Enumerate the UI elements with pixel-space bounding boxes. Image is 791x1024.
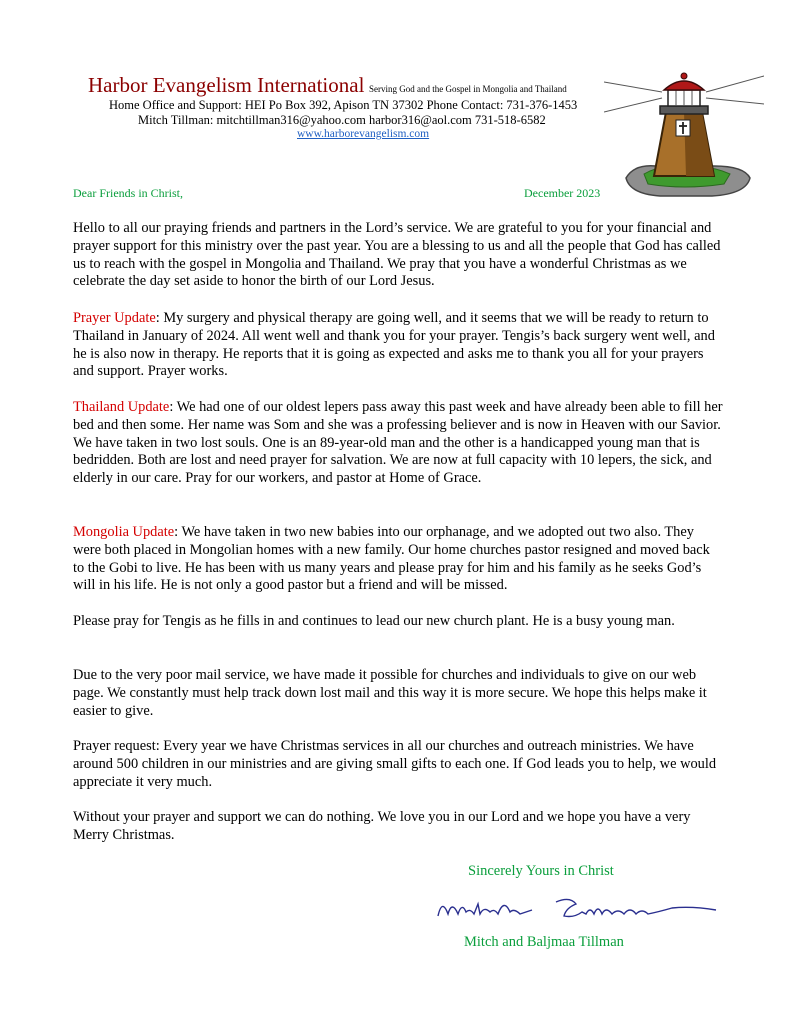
- intro-paragraph: Hello to all our praying friends and partners in the Lord’s service. We are grateful to you for your financial and prayer support for this ministry over the past year. You are a blessing to us and all the people that God has called us to reach with the gospel in Mongolia and Thailand. We pray that you have a wonderful Christmas as we celebrate the day set aside to honor the birth of our Lord Jesus.: [73, 220, 721, 290]
- mongolia-update-heading: Mongolia Update: [73, 524, 175, 540]
- closing-paragraph: Without your prayer and support we can do nothing. We love you in our Lord and we hope you have a very Merry Christmas.: [73, 809, 691, 843]
- thailand-update-paragraph: [73, 399, 723, 488]
- website-link[interactable]: www.harborevangelism.com: [297, 128, 430, 140]
- prayer-update-body: : My surgery and physical therapy are going well, and it seems that we will be ready to return to Thailand in January of 2024. All went well and thank you for your prayer. Tengis’s back surgery went well, and he is also now in therapy. He reports that it is going as expected and asks me to thank you all for your prayers and support. Prayer works.: [73, 310, 715, 380]
- tagline: Serving God and the Gospel in Mongolia and Thailand: [369, 84, 567, 94]
- thailand-update-heading: Thailand Update: [73, 399, 170, 415]
- letter-date: December 2023: [524, 186, 601, 200]
- signature-image: [436, 894, 718, 924]
- mail-service-paragraph: Due to the very poor mail service, we have made it possible for churches and individuals to give on our web page. We constantly must help track down lost mail and this way it is more secure. We hope this helps make it easier to give.: [73, 667, 707, 719]
- mongolia-update-body: : We have taken in two new babies into our orphanage, and we adopted out two also. They were both placed in Mongolian homes with a new family. Our home churches pastor resigned and moved back to the Gobi to live. He has been with us many years and please pray for him and his family as he seeks God’s will in his life. He is not only a good pastor but a friend and will be missed.: [73, 524, 710, 594]
- prayer-request-paragraph: Prayer request: Every year we have Christmas services in all our churches and outreach ministries. We have around 500 children in our ministries and are giving small gifts to each one. If God leads you to help, we would appreciate it very much.: [73, 738, 717, 790]
- greeting: Dear Friends in Christ,: [73, 186, 183, 200]
- prayer-update-paragraph: [73, 310, 723, 381]
- prayer-update-heading: Prayer Update: [73, 310, 156, 326]
- org-name: Harbor Evangelism International: [88, 73, 365, 97]
- mitch-contact: Mitch Tillman: mitchtillman316@yahoo.com harbor316@aol.com 731-518-6582: [138, 113, 546, 127]
- home-office-contact: Home Office and Support: HEI Po Box 392, Apison TN 37302 Phone Contact: 731-376-1453: [109, 98, 578, 112]
- signer-names: Mitch and Baljmaa Tillman: [464, 934, 624, 950]
- tengis-prayer-paragraph: Please pray for Tengis as he fills in and continues to lead our new church plant. He is a busy young man.: [73, 613, 675, 629]
- thailand-update-body: : We had one of our oldest lepers pass away this past week and have already been able to fill her bed and then some. Her name was Som and she was a professing believer and is now in Heaven with our Savior. We have taken in two lost souls. One is an 89-year-old man and the other is a handicapped young man that is bedridden. Both are lost and need prayer for salvation. We are now at full capacity with 10 lepers, the sick, and elderly in our care. Pray for our workers, and pastor at Home of Grace.: [73, 399, 723, 487]
- mongolia-update-paragraph: [73, 524, 723, 595]
- closing-line: Sincerely Yours in Christ: [468, 863, 614, 879]
- lighthouse-icon: [604, 70, 764, 202]
